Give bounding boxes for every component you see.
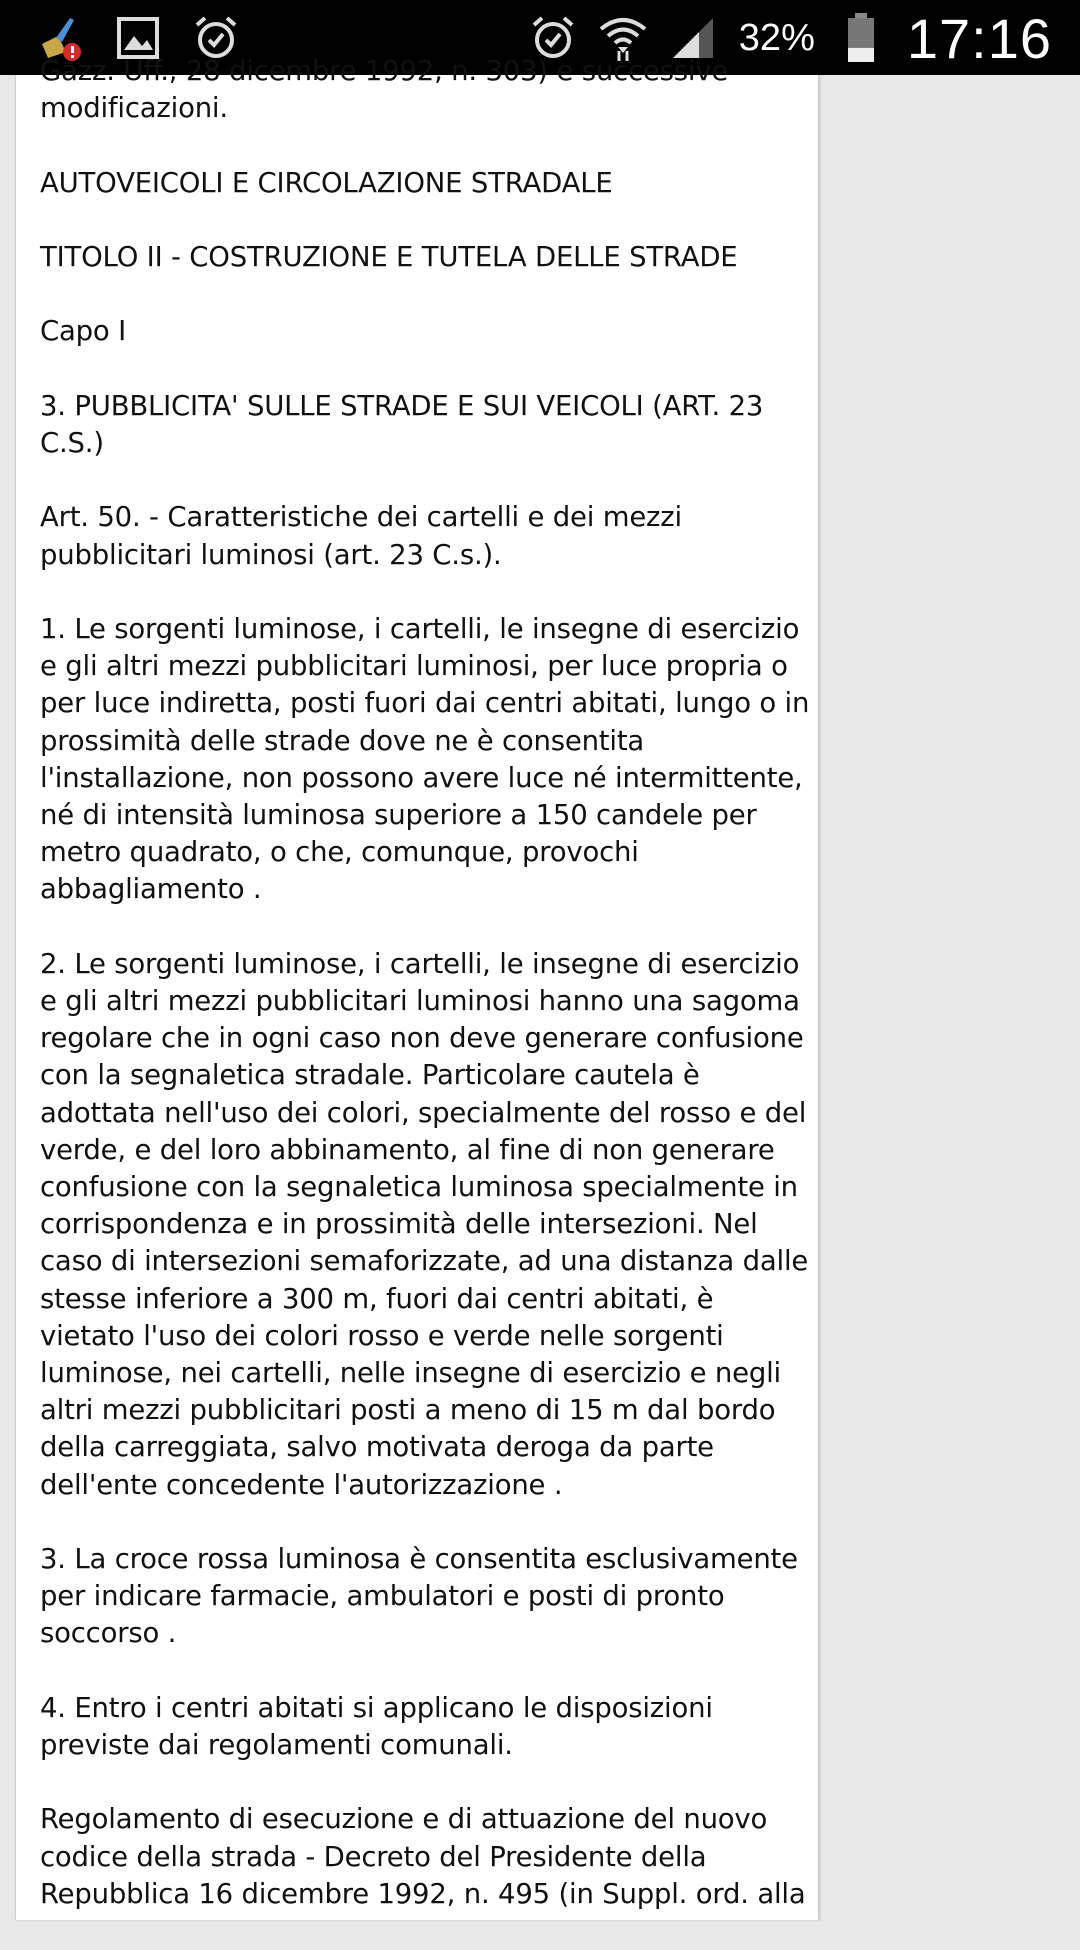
heading-autoveicoli: AUTOVEICOLI E CIRCOLAZIONE STRADALE bbox=[40, 166, 613, 199]
paragraph-comma-4: 4. Entro i centri abitati si applicano le disposizioni previste dai regolamenti comunali. bbox=[40, 1691, 713, 1761]
heading-pubblicita: 3. PUBBLICITA' SULLE STRADE E SUI VEICOLI (ART. 23 C.S.) bbox=[40, 389, 764, 459]
paragraph-comma-1: 1. Le sorgenti luminose, i cartelli, le insegne di esercizio e gli altri mezzi pubblicitari luminosi, per luce propria o per luce indiretta, posti fuori dai centri abitati, lungo o in prossimità delle strade dove ne è consentita l'installazione, non possono avere luce né intermittente, né di intensità luminosa superiore a 150 candele per metro quadrato, o che, comunque, provochi abbagliamento . bbox=[40, 612, 810, 906]
document-content bbox=[40, 53, 810, 1950]
heading-art-50: Art. 50. - Caratteristiche dei cartelli e dei mezzi pubblicitari luminosi (art. 23 C.s.). bbox=[40, 501, 682, 571]
clock: 17:16 bbox=[906, 6, 1052, 70]
paragraph-gazzetta-ref: Gazz. Uff., 28 dicembre 1992, n. 303) e successive modificazioni. bbox=[40, 55, 729, 125]
heading-titolo-ii: TITOLO II - COSTRUZIONE E TUTELA DELLE STRADE bbox=[40, 240, 738, 273]
heading-capo-i: Capo I bbox=[40, 315, 126, 348]
battery-percent: 32% bbox=[738, 16, 815, 59]
battery-icon bbox=[837, 14, 885, 62]
document-page[interactable] bbox=[15, 55, 819, 1920]
paragraph-comma-3: 3. La croce rossa luminosa è consentita esclusivamente per indicare farmacie, ambulatori e posti di pronto soccorso . bbox=[40, 1543, 798, 1650]
paragraph-regolamento: Regolamento di esecuzione e di attuazione del nuovo codice della strada - Decreto del Presidente della Repubblica 16 dicembre 1992, n. 495 (in Suppl. ord. alla bbox=[40, 1803, 806, 1910]
paragraph-comma-2: 2. Le sorgenti luminose, i cartelli, le insegne di esercizio e gli altri mezzi pubblicitari luminosi hanno una sagoma regolare che in ogni caso non deve generare confusione con la segnaletica stradale. Particolare cautela è adottata nell'uso dei colori, specialmente del rosso e del verde, e del loro abbinamento, al fine di non generare confusione con la segnaletica luminosa specialmente in corrispondenza e in prossimità delle intersezioni. Nel caso di intersezioni semaforizzate, ad una distanza dalle stesse inferiore a 300 m, fuori dai centri abitati, è vietato l'uso dei colori rosso e verde nelle sorgenti luminose, nei cartelli, nelle insegne di esercizio e negli altri mezzi pubblicitari posti a meno di 15 m dal bordo della carreggiata, salvo motivata deroga da parte dell'ente concedente l'autorizzazione . bbox=[40, 947, 809, 1501]
